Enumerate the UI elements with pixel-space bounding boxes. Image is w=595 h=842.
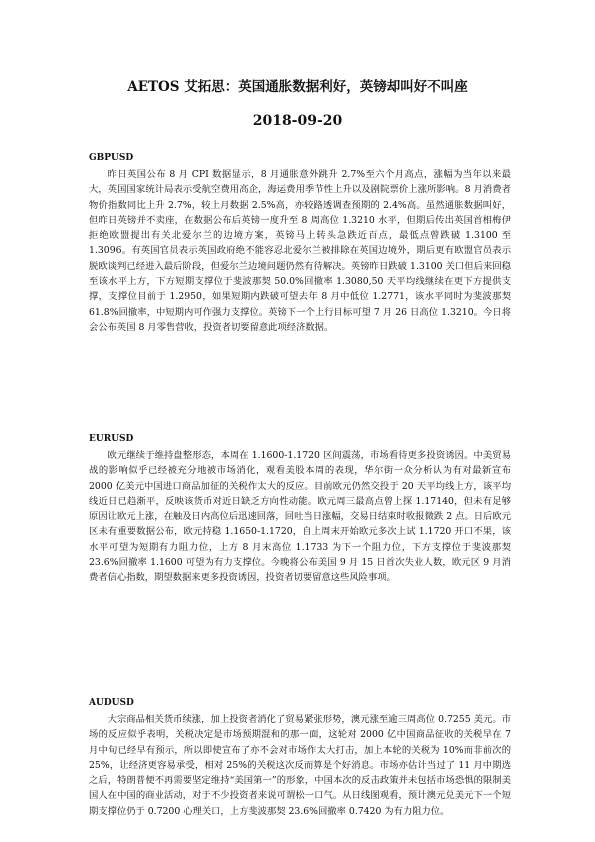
document-date: 2018-09-20 <box>252 113 343 129</box>
section-body: 欧元继续于维持盘整形态，本周在 1.1600-1.1720 区间震荡，市场看待更多投资诱因。中美贸易战的影响似乎已经被充分地被市场消化，观看美股本周的表现，华尔街一众分析认为有对最新宣布 2000 亿美元中国进口商品加征的关税作太大的反应。目前欧元仍然交投于 20 天平均线上方，该平均线近日已趋渐平，反映该货币对近日缺乏方向性动能。欧元周三最高点曾上探 1.17140，但未有足够原因让欧元上涨，在触及日内高位后迅速回落，回吐当日涨幅，交易日结束时收报微跌 2 点。日后欧元区未有重要数据公布，欧元持稳 1.1650-1.1720，自上周末开始欧元多次上试 1.1720 开口不果，该水平可望为短期有力阻力位，上方 8 月末高位 1.1733 为下一个阻力位，下方支撑位于斐波那契 23.6%回撤率 1.1600 可望为有力支撑位。今晚将公布美国 9 月 15 日首次失业人数，欧元区 9 月消费者信心指数，期望数据来更多投资诱因，投资者切要留意这些风险事项。 <box>89 450 511 584</box>
section-audusd <box>89 697 511 819</box>
section-heading: AUDUSD <box>89 698 134 708</box>
document-title: AETOS 艾拓思：英国通胀数据利好，英镑却叫好不叫座 <box>127 79 468 95</box>
section-body: 大宗商品相关货币续涨，加上投资者消化了贸易紧张形势，澳元涨至逾三周高位 0.7255 美元。市场的反应似乎表明，关税决定是市场预期混和的那一面，这轮对 2000 亿中国商品征收的关税早在 7 月中旬已经早有预示，所以即使宣布了亦不会对市场作太大打击，加上本轮的关税为 10%而非前次的 25%，让经济更容易承受，相对 25%的关税这次反而算是个好消息。市场亦估计当过了 11 月中期选之后，特朗普便不再需要坚定维持“美国第一”的形象，中国本次的反击政策并未包括市场恐惧的限制美国人在中国的商业活动，对于不少投资者来说可谓松一口气。从日线图观看，预计澳元兑美元下一个短期支撑位仍于 0.7200 心理关口，上方斐波那契 23.6%回撤率 0.7420 为有力阻力位。 <box>89 714 511 817</box>
section-heading: GBPUSD <box>89 153 134 163</box>
section-body: 昨日英国公布 8 月 CPI 数据显示，8 月通胀意外跳升 2.7%至六个月高点，涨幅为当年以来最大，英国国家统计局表示受航空费用高企，海运费用季节性上升以及剧院票价上涨所影响。8 月消费者物价指数同比上升 2.7%，较上月数据 2.5%高，亦较路透调查预期的 2.4%高。虽然通胀数据叫好，但昨日英镑并不卖座，在数据公布后英镑一度升至 8 周高位 1.3210 水平，但期后传出英国首相梅伊拒绝欧盟提出有关北爱尔兰的边境方案，英镑马上转头急跌近百点，最低点曾跌破 1.3100 至 1.3096。有英国官员表示英国政府绝不能容忍北爱尔兰被排除在英国边境外，期后更有欧盟官员表示脱欧谈判已经进入最后阶段，但爱尔兰边境问题仍然有待解决。英镑昨日跌破 1.3100 关口但后来回稳至该水平上方，下方短期支撑位于斐波那契 50.0%回撤率 1.3080,50 天平均线继续在更下方提供支撑，支撑位目前于 1.2950，如果短期内跌破可望去年 8 月中低位 1.2771，该水平同时为斐波那契 61.8%回撤率，中短期内可作强力支撑位。英镑下一个上行目标可望 7 月 26 日高位 1.3210。今日将会公布英国 8 月零售营收，投资者切要留意此项经济数据。 <box>89 169 511 333</box>
section-gbpusd <box>89 152 511 335</box>
section-heading: EURUSD <box>89 434 134 444</box>
section-eurusd <box>89 433 511 586</box>
